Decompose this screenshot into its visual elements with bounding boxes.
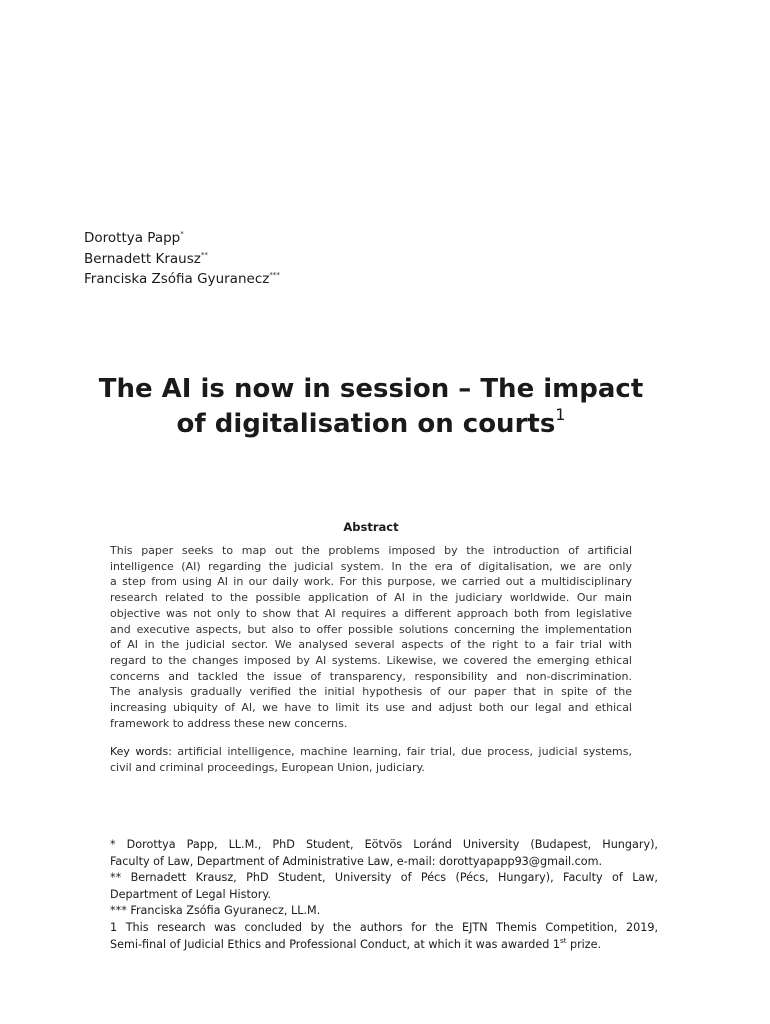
keywords-text-1: artificial intelligence, machine learning, fair trial, due process, judicial systems, — [171, 745, 632, 758]
abstract-line: of AI in the judicial sector. We analysed several aspects of the right to a fair trial with — [110, 638, 632, 652]
paper-title — [0, 372, 742, 442]
keywords-line-2: civil and criminal proceedings, European Union, judiciary. — [110, 760, 425, 774]
author-name: Franciska Zsófia Gyuranecz — [84, 271, 270, 287]
footnote-line — [110, 937, 658, 954]
abstract-line: This paper seeks to map out the problems imposed by the introduction of artificial — [110, 544, 632, 557]
author-footnote-mark: ** — [200, 250, 208, 259]
abstract-body — [110, 543, 632, 731]
author-footnote-mark: *** — [269, 271, 280, 279]
abstract-line: research related to the possible application of AI in the judiciary worldwide. Our main — [110, 591, 632, 605]
footnote-line: ** Bernadett Krausz, PhD Student, University of Pécs (Pécs, Hungary), Faculty of Law, — [110, 871, 658, 885]
title-line-1: The AI is now in session – The impact — [98, 374, 644, 404]
author-entry — [84, 269, 280, 290]
footnote-line: Faculty of Law, Department of Administrative Law, e-mail: dorottyapapp93@gmail.com. — [110, 854, 603, 868]
footnotes — [110, 837, 658, 953]
footnote-line: 1 This research was concluded by the authors for the EJTN Themis Competition, 2019, — [110, 920, 658, 934]
author-entry — [84, 228, 280, 249]
footnote-line: Department of Legal History. — [110, 887, 271, 901]
abstract-line: The analysis gradually verified the initial hypothesis of our paper that in spite of the — [110, 685, 632, 699]
abstract-line: increasing ubiquity of AI, we have to limit its use and adjust both our legal and ethical — [110, 701, 632, 715]
footnote-line-7-end: prize. — [566, 937, 602, 951]
ordinal-suffix: st — [560, 936, 567, 945]
abstract-line: concerns and tackled the issue of transparency, responsibility and non-discrimination. — [110, 669, 632, 683]
title-line-2 — [0, 407, 742, 442]
abstract-line: framework to address these new concerns. — [110, 716, 348, 730]
title-line-2-text: of digitalisation on courts — [176, 409, 556, 439]
footnote-line: *** Franciska Zsófia Gyuranecz, LL.M. — [110, 904, 321, 918]
abstract-line: regard to the changes imposed by AI systems. Likewise, we covered the emerging ethical — [110, 653, 632, 667]
abstract-line: and executive aspects, but also to offer possible solutions concerning the implementation — [110, 622, 632, 636]
author-name: Bernadett Krausz — [84, 250, 201, 267]
footnote-line: * Dorottya Papp, LL.M., PhD Student, Eötvös Loránd University (Budapest, Hungary), — [110, 838, 658, 851]
keywords-label: Key words: — [110, 745, 172, 758]
footnote-line-7-text: Semi-final of Judicial Ethics and Professional Conduct, at which it was awarded 1 — [110, 937, 560, 951]
author-list — [84, 228, 280, 290]
keywords — [110, 744, 632, 775]
author-entry — [84, 249, 280, 270]
abstract-line: objective was not only to show that AI requires a different approach both from legislative — [110, 606, 632, 620]
author-name: Dorottya Papp — [84, 230, 181, 246]
abstract-line: intelligence (AI) regarding the judicial system. In the era of digitalisation, we are only — [110, 559, 632, 573]
abstract-line: a step from using AI in our daily work. For this purpose, we carried out a multidisciplinary — [110, 575, 632, 589]
title-footnote-mark: 1 — [555, 405, 566, 424]
author-footnote-mark: * — [180, 230, 184, 238]
keywords-line-1 — [110, 744, 632, 760]
abstract-heading: Abstract — [343, 520, 399, 534]
